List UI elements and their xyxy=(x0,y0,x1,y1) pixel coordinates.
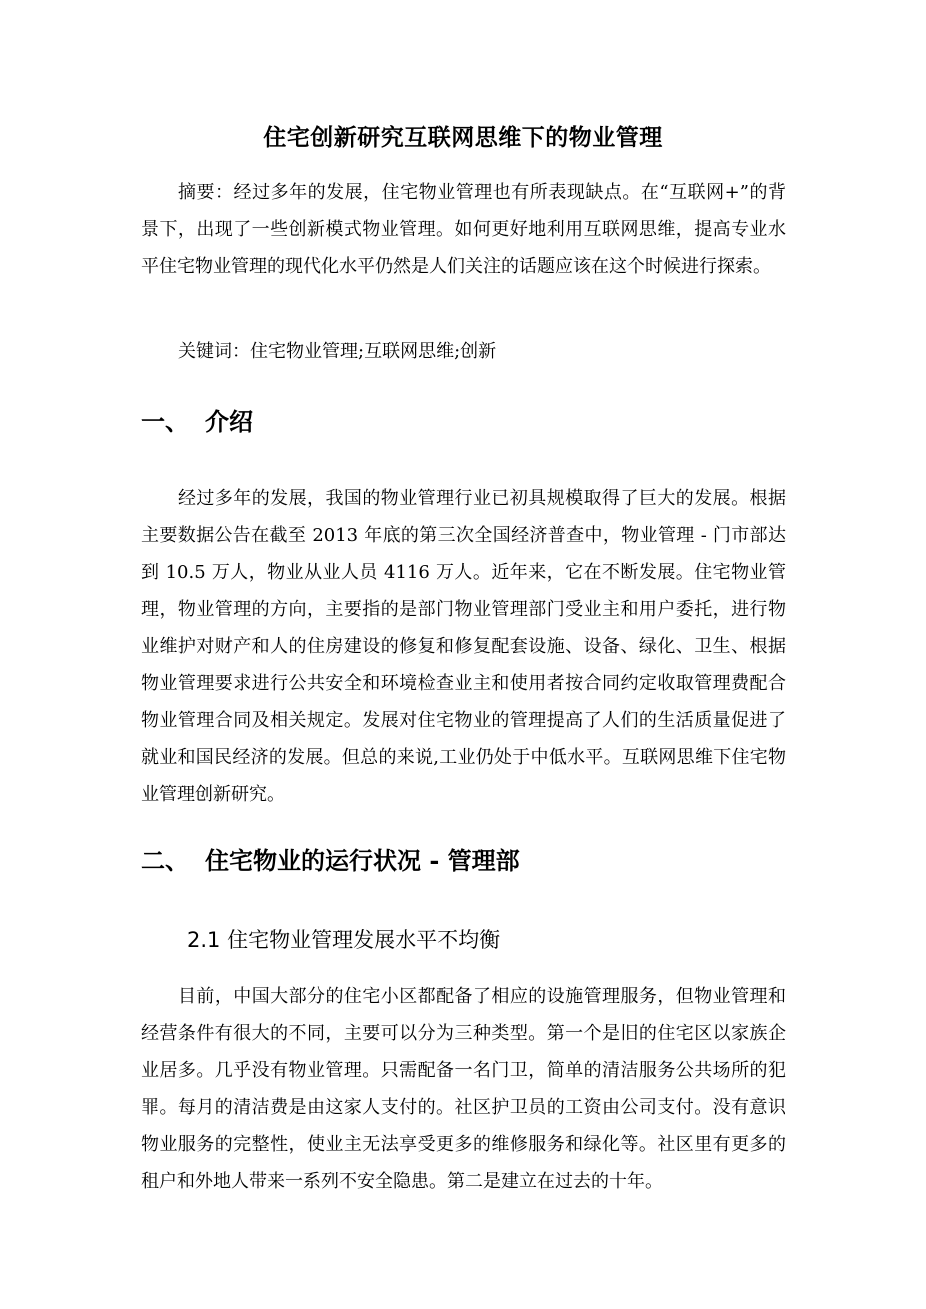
section-heading-text: 住宅物业的运行状况 - 管理部 xyxy=(205,846,520,875)
subsection-paragraph: 目前，中国大部分的住宅小区都配备了相应的设施管理服务，但物业管理和经营条件有很大的不同，主要可以分为三种类型。第一个是旧的住宅区以家族企业居多。几乎没有物业管理。只需配备一名门卫，简单的清洁服务公共场所的犯罪。每月的清洁费是由这家人支付的。社区护卫员的工资由公司支付。没有意识物业服务的完整性，使业主无法享受更多的维修服务和绿化等。社区里有更多的租户和外地人带来一系列不安全隐患。第二是建立在过去的十年。 xyxy=(141,986,786,1192)
section-heading-operating-status xyxy=(141,843,520,879)
keywords-paragraph: 关键词：住宅物业管理;互联网思维;创新 xyxy=(178,341,497,362)
introduction-paragraph: 经过多年的发展，我国的物业管理行业已初具规模取得了巨大的发展。根据主要数据公告在截至 2013 年底的第三次全国经济普查中，物业管理 - 门市部达到 10.5 万人，物业从业人员 4116 万人。近年来，它在不断发展。住宅物业管理，物业管理的方向，主要指的是部门物业管理部门受业主和用户委托，进行物业维护对财产和人的住房建设的修复和修复配套设施、设备、绿化、卫生、根据物业管理要求进行公共安全和环境检查业主和使用者按合同约定收取管理费配合物业管理合同及相关规定。发展对住宅物业的管理提高了人们的生活质量促进了就业和国民经济的发展。但总的来说,工业仍处于中低水平。互联网思维下住宅物业管理创新研究。 xyxy=(141,488,786,805)
section-number: 一、 xyxy=(141,407,189,436)
abstract-paragraph: 摘要：经过多年的发展，住宅物业管理也有所表现缺点。在“互联网+”的背景下，出现了一些创新模式物业管理。如何更好地利用互联网思维，提高专业水平住宅物业管理的现代化水平仍然是人们关注的话题应该在这个时候进行探索。 xyxy=(141,182,786,277)
section-heading-introduction xyxy=(141,404,253,440)
subsection-heading: 2.1 住宅物业管理发展水平不均衡 xyxy=(187,928,501,952)
document-title: 住宅创新研究互联网思维下的物业管理 xyxy=(263,124,663,151)
section-number: 二、 xyxy=(141,846,189,875)
section-heading-text: 介绍 xyxy=(205,407,253,436)
